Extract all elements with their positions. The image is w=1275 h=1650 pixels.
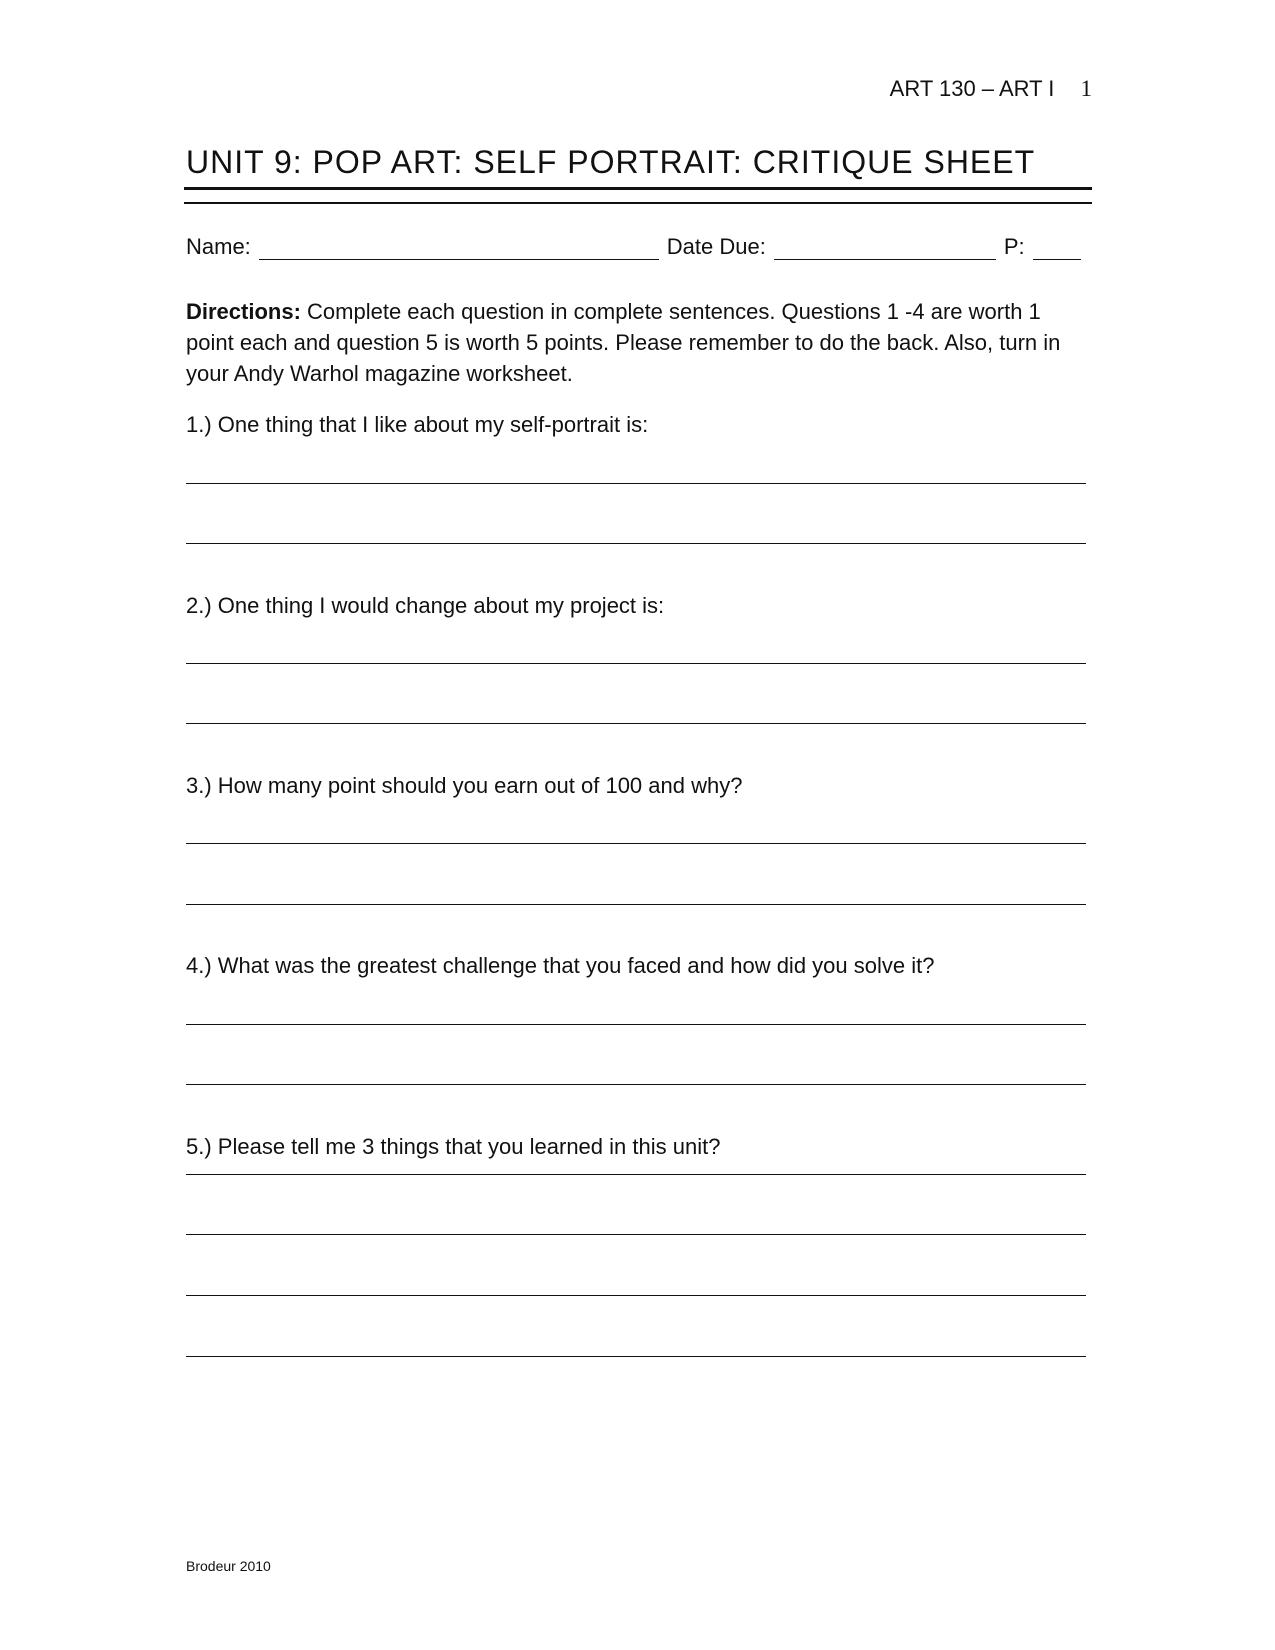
- period-label: P:: [1003, 234, 1025, 259]
- student-info-fields: [186, 234, 1086, 260]
- question-2: 2.) One thing I would change about my project is:: [186, 593, 665, 618]
- page-header: [890, 76, 1092, 102]
- answer-line-2a[interactable]: [186, 663, 1086, 664]
- course-code: ART 130 – ART I: [889, 76, 1055, 101]
- date-due-label: Date Due:: [666, 234, 766, 259]
- answer-line-5b[interactable]: [186, 1234, 1086, 1235]
- date-due-field[interactable]: [774, 237, 996, 260]
- title-rule-thin: [184, 202, 1092, 204]
- answer-line-2b[interactable]: [186, 723, 1086, 724]
- answer-line-5a[interactable]: [186, 1174, 1086, 1175]
- answer-line-3b[interactable]: [186, 904, 1086, 905]
- answer-line-1b[interactable]: [186, 543, 1086, 544]
- page-title: UNIT 9: POP ART: SELF PORTRAIT: CRITIQUE SHEET: [186, 144, 1036, 180]
- answer-line-5d[interactable]: [186, 1356, 1086, 1357]
- question-5: 5.) Please tell me 3 things that you learned in this unit?: [186, 1134, 721, 1159]
- directions: [186, 296, 1086, 389]
- answer-line-1a[interactable]: [186, 483, 1086, 484]
- footer-credit: Brodeur 2010: [186, 1558, 271, 1574]
- directions-text: Complete each question in complete sentences. Questions 1 -4 are worth 1 point each and question 5 is worth 5 points. Please remember to do the back. Also, turn in your Andy Warhol magazine worksheet.: [186, 299, 1061, 386]
- title-rule-thick: [184, 187, 1092, 190]
- answer-line-4a[interactable]: [186, 1024, 1086, 1025]
- question-1: 1.) One thing that I like about my self-portrait is:: [186, 412, 649, 437]
- name-field[interactable]: [259, 237, 659, 260]
- name-label: Name:: [186, 234, 251, 259]
- answer-line-5c[interactable]: [186, 1295, 1086, 1296]
- page-number: 1: [1080, 76, 1092, 101]
- answer-line-4b[interactable]: [186, 1084, 1086, 1085]
- answer-line-3a[interactable]: [186, 843, 1086, 844]
- directions-label: Directions:: [186, 299, 301, 324]
- question-4: 4.) What was the greatest challenge that you faced and how did you solve it?: [186, 953, 935, 978]
- period-field[interactable]: [1033, 237, 1081, 260]
- question-3: 3.) How many point should you earn out of 100 and why?: [186, 773, 743, 798]
